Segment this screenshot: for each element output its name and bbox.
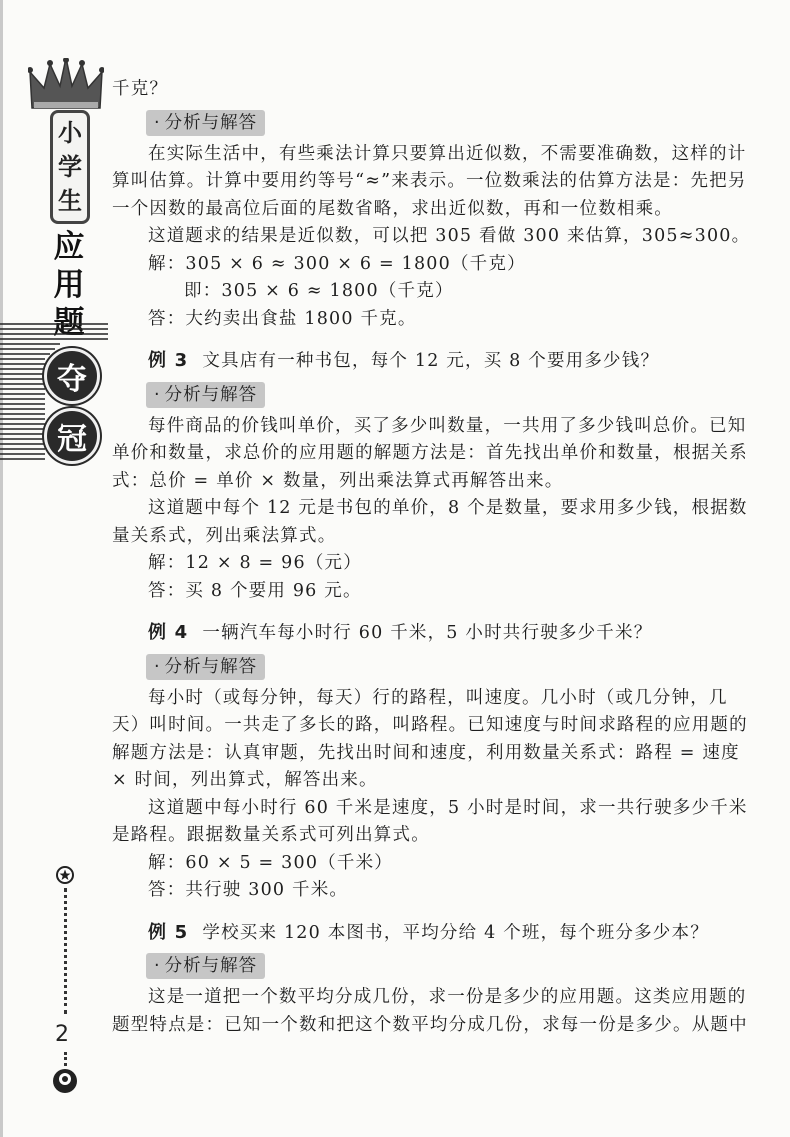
example-heading: 例 4 一辆汽车每小时行 60 千米，5 小时共行驶多少千米？ <box>148 622 653 643</box>
dotted-line <box>64 888 67 1014</box>
text-line: 千克？ <box>112 79 169 99</box>
solution-line: 解：305 × 6 ≈ 300 × 6 = 1800（千克） <box>148 253 526 274</box>
page-number: 2 <box>55 1022 69 1047</box>
sidebar <box>0 0 110 1137</box>
dotted-line <box>64 1052 67 1066</box>
seal-badge <box>44 408 100 464</box>
answer-line: 答：共行驶 300 千米。 <box>148 880 349 900</box>
answer-line: 答：买 8 个要用 96 元。 <box>148 580 362 601</box>
solution-line: 即：305 × 6 ≈ 1800（千克） <box>184 281 454 301</box>
section-tag: · 分析与解答 <box>146 654 265 680</box>
star-icon <box>56 866 74 884</box>
main-text <box>112 76 752 1039</box>
series-title-char: 学 <box>58 152 82 181</box>
seal-badge <box>44 348 100 404</box>
book-title-char: 题 <box>53 305 85 341</box>
paragraph: 每件商品的价钱叫单价，买了多少叫数量，一共用了多少钱叫总价。已知单价和数量，求总价的应用题的解题方法是：首先找出单价和数量，根据关系式：总价 = 单价 × 数量，列出乘法算式再解答出来。 <box>112 415 748 491</box>
series-title-box <box>50 110 90 224</box>
paragraph: 这是一道把一个数平均分成几份，求一份是多少的应用题。这类应用题的题型特点是：已知一个数和把这个数平均分成几份，求每一份是多少。从题中 <box>112 987 748 1035</box>
paragraph: 这道题中每小时行 60 千米是速度，5 小时是时间，求一共行驶多少千米是路程。跟据数量关系式可列出算式。 <box>112 797 748 845</box>
seal-char: 冠 <box>57 422 87 457</box>
answer-line: 答：大约卖出食盐 1800 千克。 <box>148 308 417 329</box>
example-heading: 例 3 文具店有一种书包，每个 12 元，买 8 个要用多少钱？ <box>148 350 660 371</box>
solution-line: 解：60 × 5 = 300（千米） <box>148 852 393 873</box>
solution-line: 解：12 × 8 = 96（元） <box>148 553 362 573</box>
section-tag: · 分析与解答 <box>146 953 265 979</box>
page-edge-line <box>0 0 3 1137</box>
paragraph: 在实际生活中，有些乘法计算只要算出近似数，不需要准确数，这样的计算叫估算。计算中要用约等号“≈”来表示。一位数乘法的估算方法是：先把另一个因数的最高位后面的尾数省略，求出近似数，再和一位数相乘。 <box>112 143 747 219</box>
seal-char: 夺 <box>57 362 87 397</box>
section-tag: · 分析与解答 <box>146 110 265 136</box>
smiley-icon <box>52 1068 78 1094</box>
series-title-char: 小 <box>58 118 82 147</box>
crown-icon <box>28 58 104 114</box>
paragraph: 这道题中每个 12 元是书包的单价，8 个是数量，要求用多少钱，根据数量关系式，列出乘法算式。 <box>112 498 748 546</box>
book-title-char: 用 <box>53 267 85 303</box>
series-title-char: 生 <box>58 186 82 215</box>
paragraph: 这道题求的结果是近似数，可以把 305 看做 300 来估算，305≈300。 <box>148 226 751 246</box>
paragraph: 每小时（或每分钟，每天）行的路程，叫速度。几小时（或几分钟，几天）叫时间。一共走了多长的路，叫路程。已知速度与时间求路程的应用题的解题方法是：认真审题，先找出时间和速度，利用数量关系式：路程 = 速度 × 时间，列出算式，解答出来。 <box>112 687 748 790</box>
example-heading: 例 5 学校买来 120 本图书，平均分给 4 个班，每个班分多少本？ <box>148 921 709 943</box>
section-tag: · 分析与解答 <box>146 382 265 408</box>
book-title-char: 应 <box>53 229 85 265</box>
